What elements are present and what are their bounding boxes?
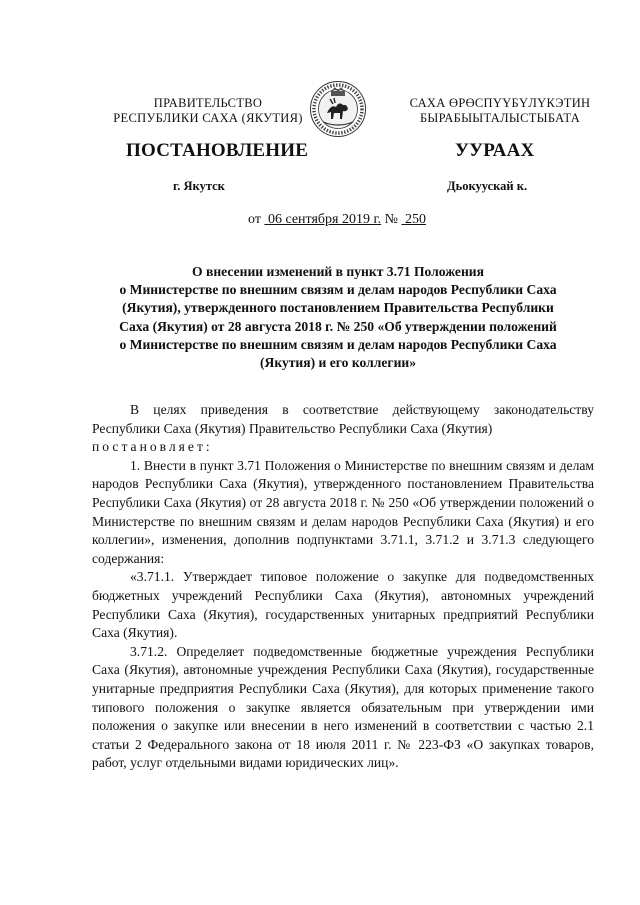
government-name-sah [400,96,600,126]
decree-number: 250 [405,212,426,227]
document-body [92,401,594,773]
government-name-ru [108,96,308,126]
resolves-word: постановляет: [92,439,213,455]
title-line: о Министерстве по внешним связям и делам народов Республики Саха [119,282,557,298]
gov-ru-line-1: ПРАВИТЕЛЬСТВО [153,96,263,110]
gov-sah-line-1: САХА ӨРӨСПҮҮБҮЛҮКЭТИН [409,96,591,110]
body-paragraph-item-1: 1. Внести в пункт 3.71 Положения о Министерстве по внешним связям и делам народов Республики Саха (Якутия), утвержденного постановлением Правительства Республики Саха (Якутия) от 28 августа 2018 г. № 250 «Об утверждении положений о Министерстве по внешним связям и делам народов Республики Саха (Якутия) и его коллегии», изменения, дополнив подпунктами 3.71.1, 3.71.2 и 3.71.3 следующего содержания: [92,457,594,566]
title-line: (Якутия) и его коллегии» [259,355,417,371]
number-sign: № [384,212,398,227]
decree-date-line [248,212,426,228]
body-paragraph-3-71-2: 3.71.2. Определяет подведомственные бюджетные учреждения Республики Саха (Якутия), автономные учреждения Республики Саха (Якутия), государственные унитарные предприятия Республики Саха (Якутия), для которых применение такого типового положения о закупке является обязательным при утверждении ими положения о закупке или внесении в него изменений в соответствии с частью 2.1 статьи 2 Федерального закона от 18 июля 2011 г. № 223-ФЗ «О закупках товаров, работ, услуг отдельными видами юридических лиц». [92,643,594,771]
body-paragraph-preamble: В целях приведения в соответствие действующему законодательству Республики Саха (Якутия) Правительство Республики Саха (Якутия) постановляет: [92,402,594,455]
title-line: (Якутия), утвержденного постановлением Правительства Республики [122,300,554,316]
document-title [96,263,580,372]
body-paragraph-3-71-1: «3.71.1. Утверждает типовое положение о закупке для подведомственных бюджетных учреждений Республики Саха (Якутия), автономных учреждений Республики Саха (Якутия), государственных унитарных предприятий Республики Саха (Якутия). [92,569,594,641]
coat-of-arms-emblem-icon [309,80,367,138]
gov-ru-line-2: РЕСПУБЛИКИ САХА (ЯКУТИЯ) [113,111,303,125]
city-sah: Дьокуускай к. [447,179,528,193]
title-line: О внесении изменений в пункт 3.71 Положения [192,264,484,279]
date-prefix: от [248,212,261,227]
decree-date: 06 сентября 2019 г. [267,212,382,227]
city-ru: г. Якутск [173,179,225,193]
gov-sah-line-2: БЫРАБЫЫТАЛЫСТЫБАТА [419,111,581,125]
title-line: Саха (Якутия) от 28 августа 2018 г. № 250 «Об утверждении положений [119,318,557,334]
decree-title-ru: ПОСТАНОВЛЕНИЕ [126,140,309,161]
title-line: о Министерстве по внешним связям и делам народов Республики Саха [119,336,557,352]
decree-title-sah: УУРААХ [455,140,535,161]
